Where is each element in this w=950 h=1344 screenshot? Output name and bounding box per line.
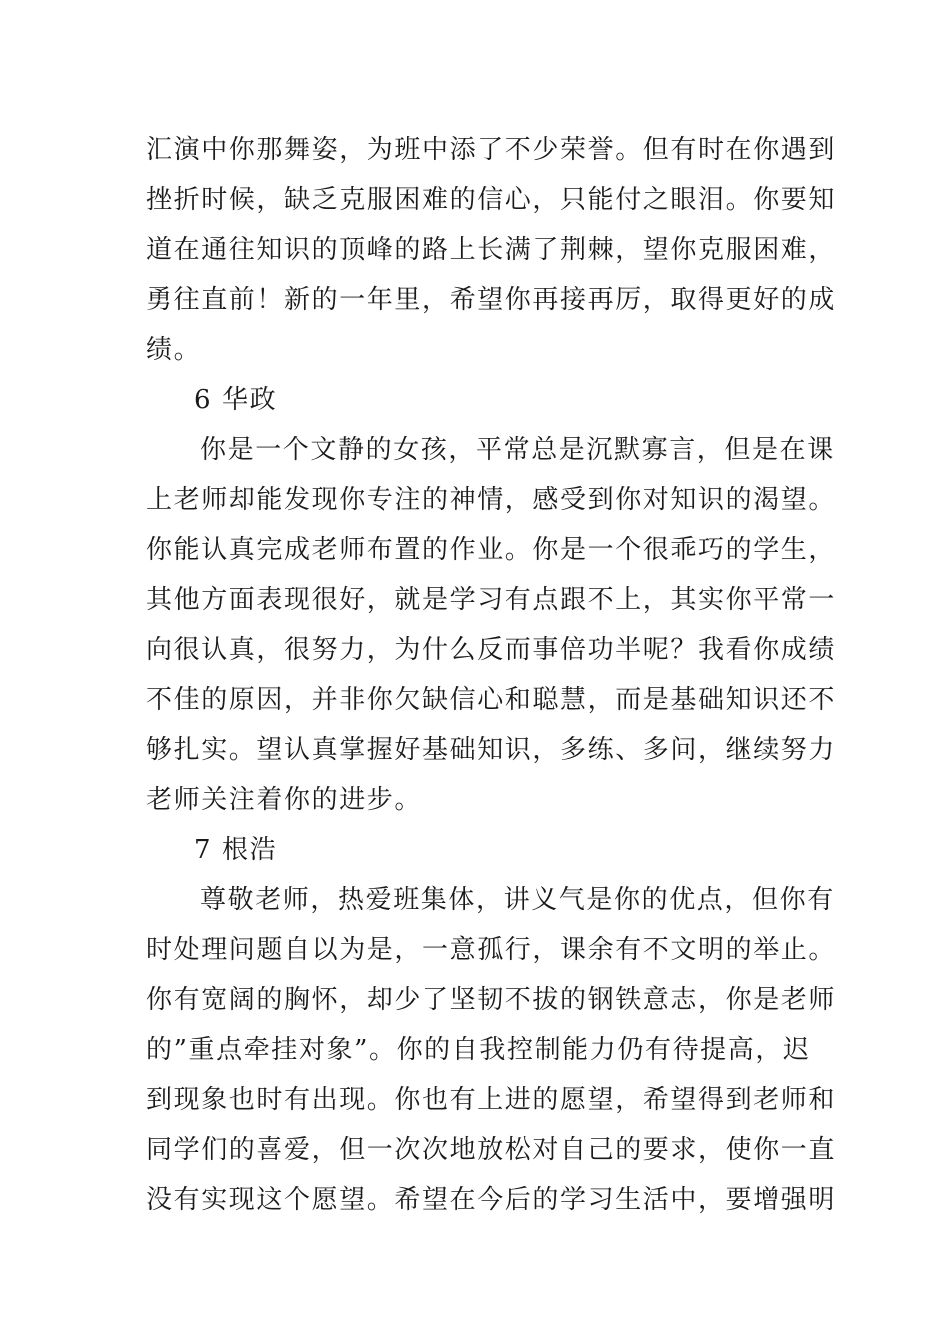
paragraph-line: 够扎实。望认真掌握好基础知识，多练、多问，继续努力 xyxy=(146,735,837,765)
paragraph-first-line: 你是一个文静的女孩，平常总是沉默寡言，但是在课 xyxy=(200,435,835,465)
section-heading: 6 华政 xyxy=(194,385,278,415)
section-heading: 7 根浩 xyxy=(194,835,278,865)
paragraph-line: 你能认真完成老师布置的作业。你是一个很乖巧的学生， xyxy=(146,535,837,565)
paragraph-line: 汇演中你那舞姿，为班中添了不少荣誉。但有时在你遇到 xyxy=(146,135,837,165)
paragraph-line: 老师关注着你的进步。 xyxy=(146,785,423,815)
paragraph-line: 不佳的原因，并非你欠缺信心和聪慧，而是基础知识还不 xyxy=(146,685,837,715)
paragraph-line: 你有宽阔的胸怀，却少了坚韧不拔的钢铁意志，你是老师 xyxy=(146,985,837,1015)
paragraph-line: 时处理问题自以为是，一意孤行，课余有不文明的举止。 xyxy=(146,935,837,965)
paragraph-line: 绩。 xyxy=(146,335,202,365)
paragraph-line: 挫折时候，缺乏克服困难的信心，只能付之眼泪。你要知 xyxy=(146,185,837,215)
paragraph-line: 没有实现这个愿望。希望在今后的学习生活中，要增强明 xyxy=(146,1185,837,1215)
paragraph-line: 向很认真，很努力，为什么反而事倍功半呢？我看你成绩 xyxy=(146,635,837,665)
paragraph-line: 道在通往知识的顶峰的路上长满了荆棘，望你克服困难， xyxy=(146,235,837,265)
paragraph-line: 其他方面表现很好，就是学习有点跟不上，其实你平常一 xyxy=(146,585,837,615)
paragraph-line: 勇往直前！新的一年里，希望你再接再厉，取得更好的成 xyxy=(146,285,837,315)
paragraph-line: 到现象也时有出现。你也有上进的愿望，希望得到老师和 xyxy=(146,1085,837,1115)
paragraph-line: 的”重点牵挂对象”。你的自我控制能力仍有待提高，迟 xyxy=(146,1035,811,1065)
paragraph-line: 同学们的喜爱，但一次次地放松对自己的要求，使你一直 xyxy=(146,1135,837,1165)
paragraph-first-line: 尊敬老师，热爱班集体，讲义气是你的优点，但你有 xyxy=(200,885,835,915)
paragraph-line: 上老师却能发现你专注的神情，感受到你对知识的渴望。 xyxy=(146,485,837,515)
